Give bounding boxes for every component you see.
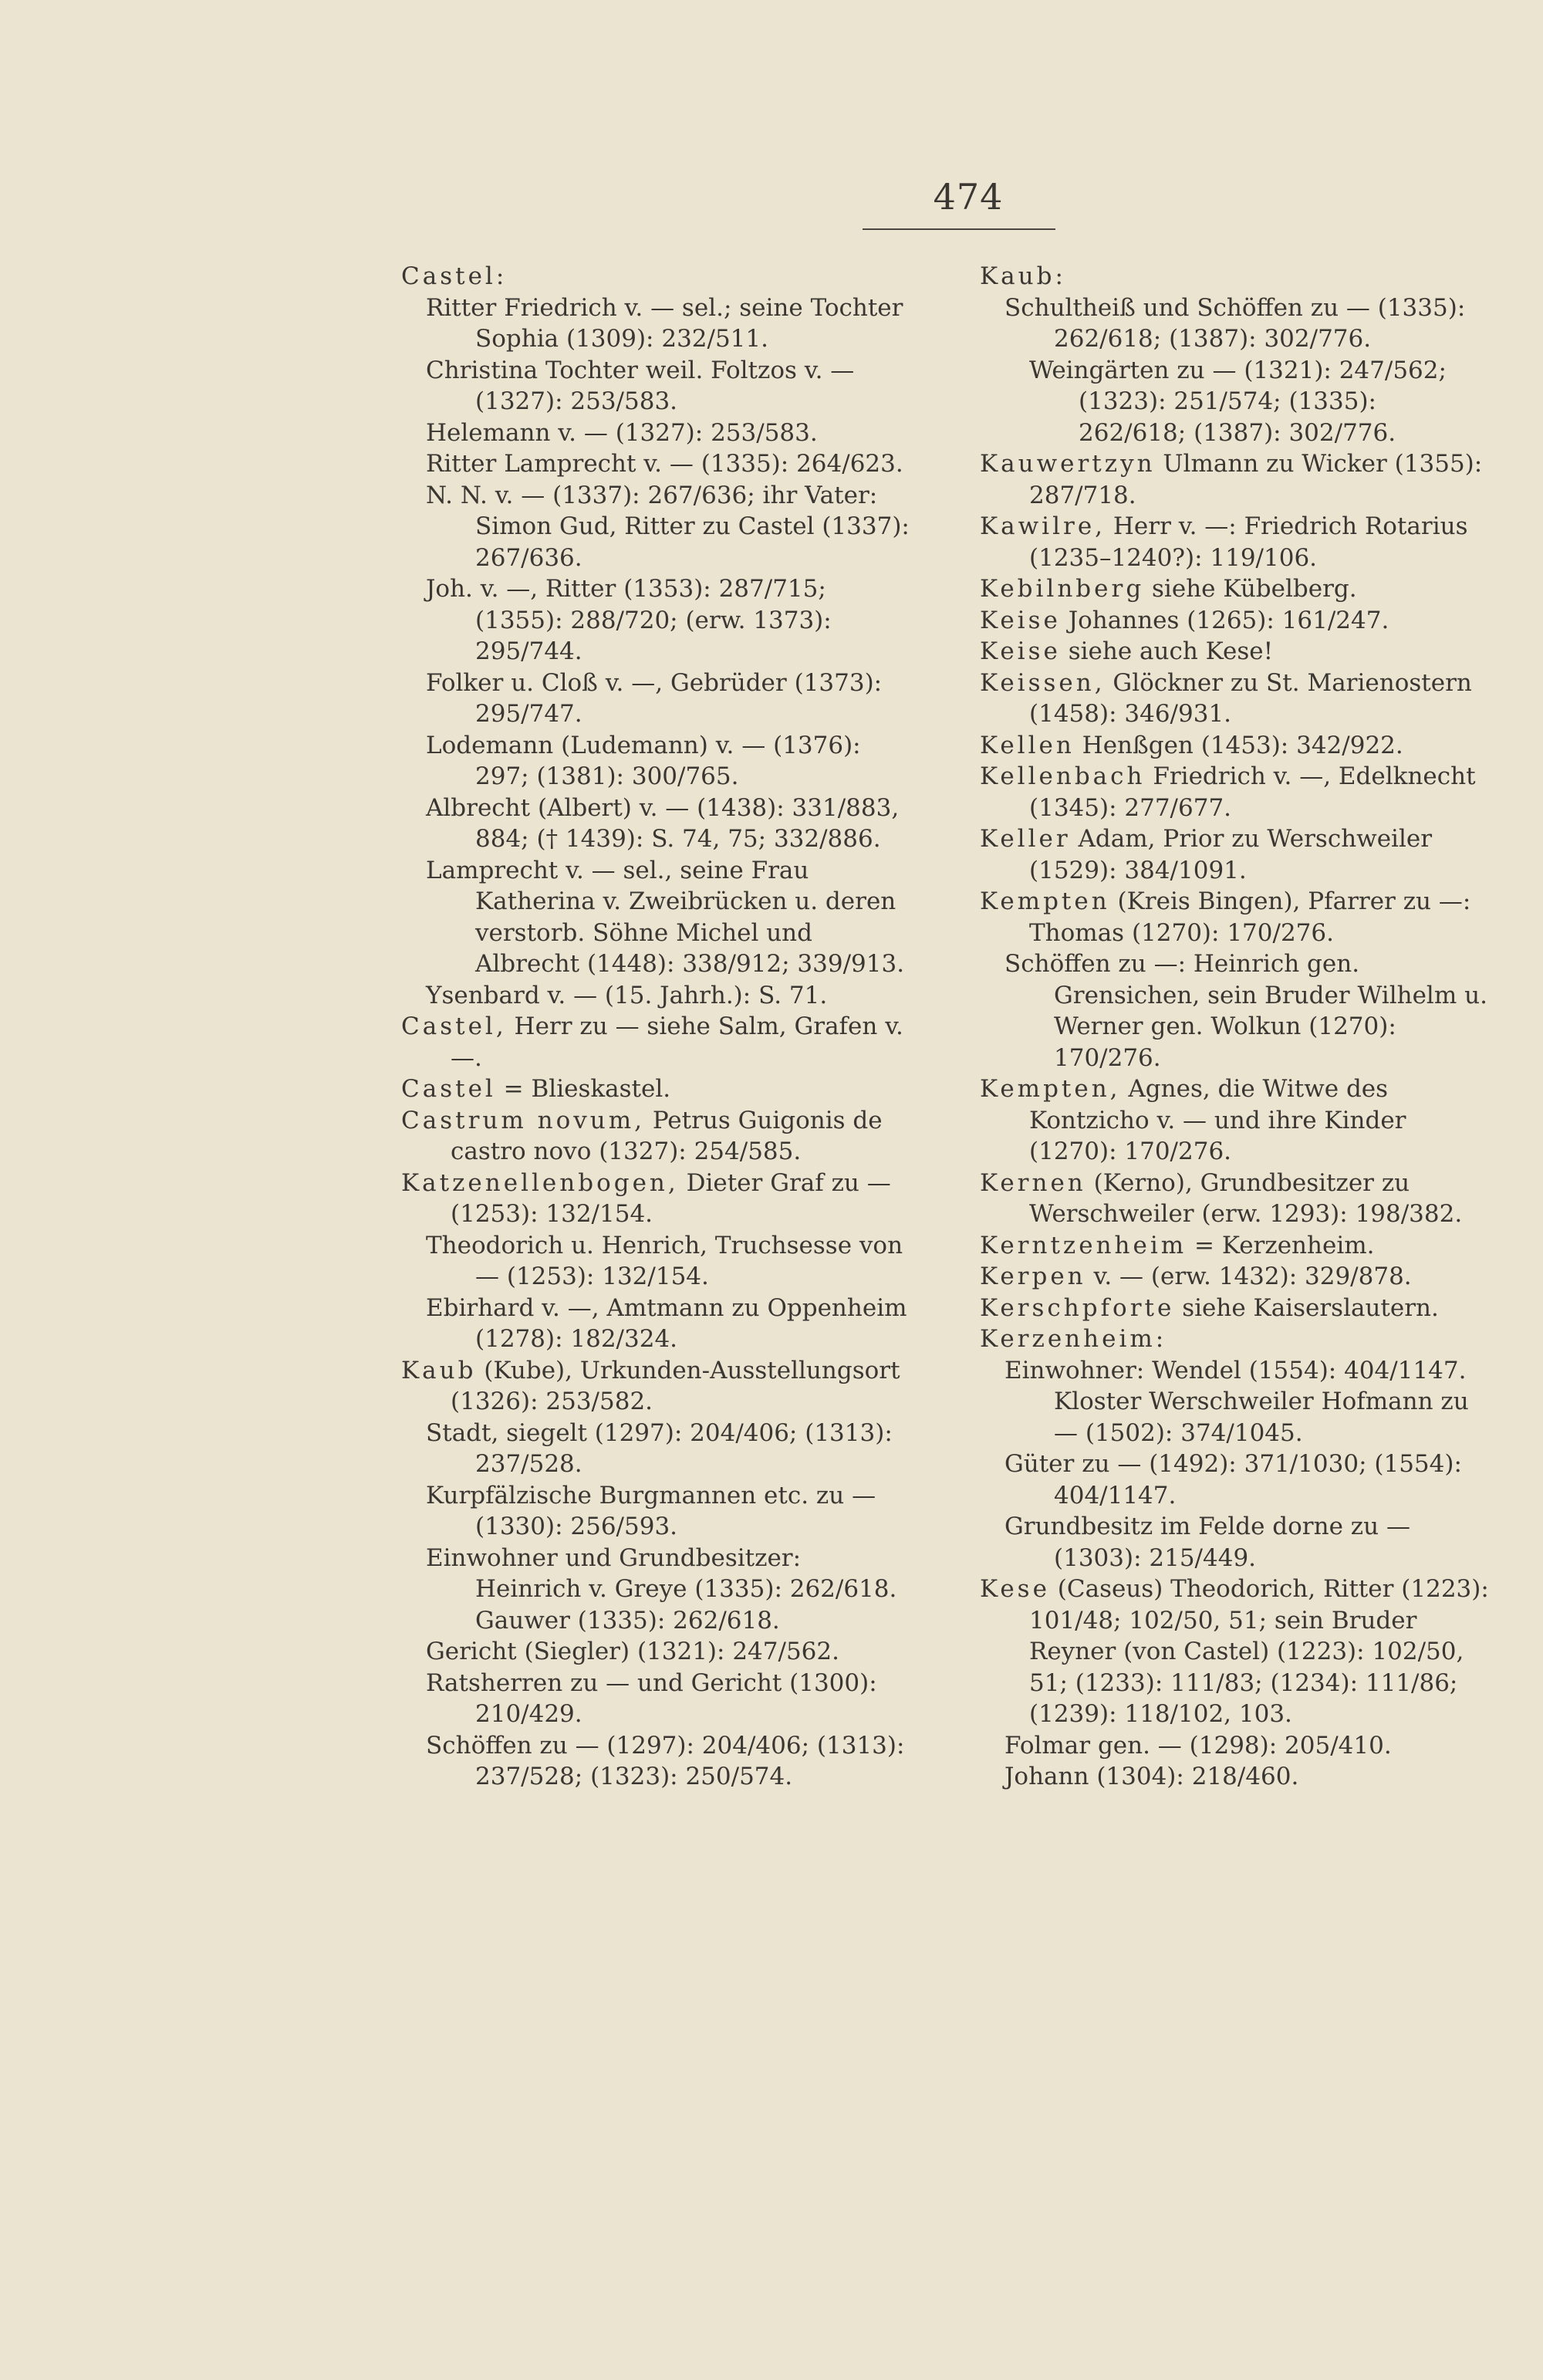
entry-headword: Keise [980,606,1061,634]
header-rule [863,228,1055,230]
entry-headword: Kaub [401,1356,477,1384]
index-entry [980,448,1489,511]
entry-text: Kurpfälzische Burgmannen etc. zu — (1330): 256/593. [426,1481,876,1540]
index-entry [980,1574,1489,1730]
entry-text: Schöffen zu —: Heinrich gen. Grensichen, sein Bruder Wilhelm u. Werner gen. Wolkun (1270): 170/276. [1004,950,1487,1072]
entry-text: Ritter Friedrich v. — sel.; seine Tochter Sophia (1309): 232/511. [426,293,903,353]
entry-headword: Katzenellenbogen, [401,1168,679,1197]
index-entry [401,292,914,355]
entry-headword: Kellenbach [980,762,1146,790]
entry-text: Glöckner zu St. Marienostern (1458): 346/931. [1029,668,1472,728]
entry-headword: Keissen, [980,668,1106,697]
entry-headword: Kempten [980,887,1110,915]
index-entry [401,448,914,480]
index-entry [980,1511,1489,1574]
index-entry [401,1543,914,1637]
index-entry [980,1761,1489,1793]
index-entry [980,948,1489,1073]
entry-headword: Castel: [401,262,508,290]
index-entry [401,1418,914,1480]
entry-text: (Caseus) Theodorich, Ritter (1223): 101/48; 102/50, 51; sein Bruder Reyner (von Castel) (1223): 102/50, 51; (1233): 111/83; (1234): 111/86; (1239): 118/102, 103. [1029,1575,1489,1728]
index-entry [980,605,1489,637]
entry-text: Schultheiß und Schöffen zu — (1335): 262/618; (1387): 302/776. [1004,293,1466,353]
index-entry [980,1230,1489,1262]
entry-text: Grundbesitz im Felde dorne zu — (1303): 215/449. [1004,1513,1410,1572]
index-entry [980,668,1489,730]
index-entry [401,855,914,980]
index-entry [401,1668,914,1730]
index-entry [980,1324,1489,1355]
entry-text: Adam, Prior zu Werschweiler (1529): 384/1091. [1029,825,1433,884]
index-entry [980,1293,1489,1324]
index-entry [401,980,914,1012]
entry-text: (Kreis Bingen), Pfarrer zu —: Thomas (1270): 170/276. [1029,887,1471,947]
entry-text: Johannes (1265): 161/247. [1060,606,1389,634]
entry-headword: Kebilnberg [980,575,1145,603]
entry-headword: Kernen [980,1168,1086,1197]
index-entry [980,1730,1489,1762]
entry-text: Güter zu — (1492): 371/1030; (1554): 404/1147. [1004,1450,1462,1509]
entry-text: Ratsherren zu — und Gericht (1300): 210/429. [426,1668,877,1728]
entry-text: Weingärten zu — (1321): 247/562; (1323): 251/574; (1335): 262/618; (1387): 302/776. [1029,356,1447,447]
entry-headword: Keise [980,637,1061,665]
entry-text: Folker u. Cloß v. —, Gebrüder (1373): 295/747. [426,668,883,728]
entry-headword: Castrum novum, [401,1106,645,1134]
index-entry [980,511,1489,573]
entry-headword: Kese [980,1575,1050,1603]
index-entry [401,418,914,449]
index-entry [401,1168,914,1230]
entry-text: = Blieskastel. [495,1075,671,1103]
entry-text: Schöffen zu — (1297): 204/406; (1313): 237/528; (1323): 250/574. [426,1731,905,1790]
index-entry [980,355,1489,449]
index-entry [980,292,1489,355]
index-entry [401,1355,914,1418]
entry-text: Dieter Graf zu — (1253): 132/154. [451,1168,891,1228]
index-entry [980,823,1489,886]
index-entry [980,261,1489,292]
entry-text: Joh. v. —, Ritter (1353): 287/715; (1355): 288/720; (erw. 1373): 295/744. [426,575,832,665]
entry-text: Gericht (Siegler) (1321): 247/562. [426,1638,839,1665]
entry-text: Friedrich v. —, Edelknecht (1345): 277/677. [1029,762,1476,822]
entry-text: Ysenbard v. — (15. Jahrh.): S. 71. [426,981,828,1009]
index-entry [980,1261,1489,1293]
entry-text: Agnes, die Witwe des Kontzicho v. — und ihre Kinder (1270): 170/276. [1029,1075,1406,1165]
entry-headword: Castel [401,1075,496,1103]
entry-text: Einwohner: Wendel (1554): 404/1147. Kloster Werschweiler Hofmann zu — (1502): 374/1045. [1004,1356,1469,1447]
entry-headword: Keller [980,825,1071,853]
index-entry [401,573,914,668]
entry-headword: Castel, [401,1013,507,1040]
index-entry [980,730,1489,762]
index-entry [980,1073,1489,1168]
entry-text: siehe Kaiserslautern. [1174,1293,1439,1322]
entry-text: Herr v. —: Friedrich Rotarius (1235–1240?): 119/106. [1029,512,1468,572]
entry-text: siehe Kübelberg. [1144,575,1357,603]
entry-text: Herr zu — siehe Salm, Grafen v. —. [451,1013,903,1072]
entry-headword: Kellen [980,731,1075,759]
index-entry [401,1480,914,1543]
index-entry [980,1168,1489,1230]
index-entry [401,261,914,292]
entry-text: Ulmann zu Wicker (1355): 287/718. [1029,450,1483,509]
entry-text: Stadt, siegelt (1297): 204/406; (1313): 237/528. [426,1418,893,1478]
entry-text: v. — (erw. 1432): 329/878. [1086,1263,1412,1290]
entry-headword: Kerschpforte [980,1293,1175,1322]
entry-text: Ebirhard v. —, Amtmann zu Oppenheim (1278): 182/324. [426,1293,907,1353]
entry-text: Folmar gen. — (1298): 205/410. [1004,1731,1392,1760]
entry-text: Lamprecht v. — sel., seine Frau Katherina v. Zweibrücken u. deren verstorb. Söhne Michel und Albrecht (1448): 338/912; 339/913. [426,856,905,978]
entry-text: Henßgen (1453): 342/922. [1074,731,1403,759]
entry-text: (Kerno), Grundbesitzer zu Werschweiler (erw. 1293): 198/382. [1029,1168,1463,1228]
entry-headword: Kempten, [980,1075,1121,1103]
entry-text: Helemann v. — (1327): 253/583. [426,418,818,447]
entry-text: Theodorich u. Henrich, Truchsesse von — (1253): 132/154. [426,1231,903,1290]
entry-headword: Kawilre, [980,512,1106,540]
index-entry [401,480,914,574]
index-entry [980,1355,1489,1449]
index-entry [401,1230,914,1293]
entry-headword: Kerntzenheim [980,1231,1187,1259]
index-entry [980,761,1489,823]
index-entry [401,730,914,793]
entry-text: Johann (1304): 218/460. [1004,1763,1299,1790]
index-entry [980,1449,1489,1511]
index-entry [401,1293,914,1355]
entry-text: Christina Tochter weil. Foltzos v. — (1327): 253/583. [426,356,855,415]
index-entry [401,1636,914,1668]
index-entry [980,886,1489,948]
entry-text: (Kube), Urkunden-Ausstellungsort (1326): 253/582. [451,1356,900,1415]
entry-text: = Kerzenheim. [1187,1231,1375,1259]
entry-headword: Kerpen [980,1263,1086,1290]
entry-text: Lodemann (Ludemann) v. — (1376): 297; (1381): 300/765. [426,731,861,790]
entry-headword: Kauwertzyn [980,450,1156,478]
index-entry [980,573,1489,605]
entry-text: Petrus Guigonis de castro novo (1327): 254/585. [451,1106,883,1165]
entry-headword: Kaub: [980,262,1066,290]
entry-text: N. N. v. — (1337): 267/636; ihr Vater: Simon Gud, Ritter zu Castel (1337): 267/636. [426,481,910,572]
index-entry [980,636,1489,668]
page-number: 474 [933,176,1004,218]
index-entry [401,1011,914,1073]
index-entry [401,668,914,730]
index-entry [401,793,914,855]
entry-text: Albrecht (Albert) v. — (1438): 331/883, 884; († 1439): S. 74, 75; 332/886. [426,793,900,853]
entry-text: Einwohner und Grundbesitzer: Heinrich v. Greye (1335): 262/618. Gauwer (1335): 262/618. [426,1543,897,1635]
entry-text: Ritter Lamprecht v. — (1335): 264/623. [426,450,903,478]
entry-headword: Kerzenheim: [980,1325,1167,1353]
index-entry [401,1730,914,1793]
right-column [980,261,1489,1793]
index-entry [401,1105,914,1168]
index-entry [401,355,914,418]
left-column [401,261,914,1793]
index-entry [401,1073,914,1105]
entry-text: siehe auch Kese! [1060,637,1274,665]
